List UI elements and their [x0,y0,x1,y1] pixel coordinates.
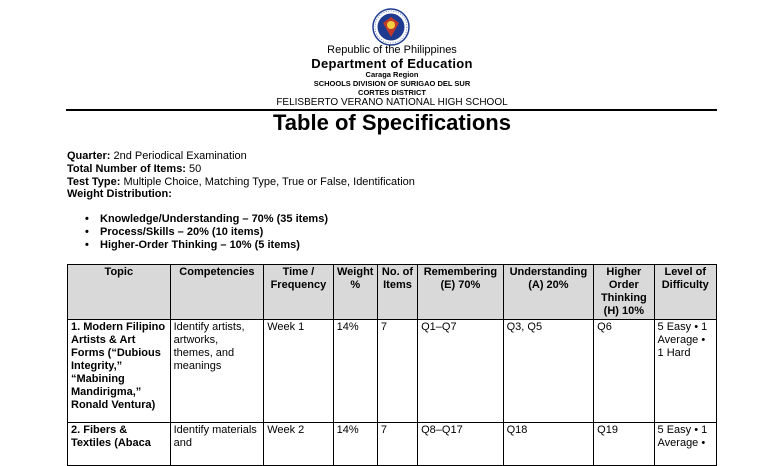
test-type-line [67,176,415,188]
difficulty-cell: 5 Easy • 1 Average • [654,423,716,466]
bullet-icon: • [85,213,89,225]
test-type-value: Multiple Choice, Matching Type, True or False, Identification [123,176,415,188]
bullet-icon: • [85,239,89,251]
quarter-line [67,150,247,162]
hots-cell: Q6 [594,320,654,423]
weight-item-text: Knowledge/Understanding – 70% (35 items) [100,213,328,225]
weight-item-text: Higher-Order Thinking – 10% (5 items) [100,239,300,251]
items-line [67,163,201,175]
column-header: Remembering (E) 70% [418,265,504,320]
weight-line [67,188,172,200]
deped-seal-icon [372,8,410,46]
quarter-value: 2nd Periodical Examination [113,150,247,162]
column-header: Level of Difficulty [654,265,716,320]
column-header: Higher Order Thinking (H) 10% [594,265,654,320]
district-heading: CORTES DISTRICT [358,88,426,97]
understanding-cell: Q18 [503,423,594,466]
weight-cell: 14% [333,423,377,466]
topic-cell: 2. Fibers & Textiles (Abaca [68,423,171,466]
table-header-row [68,265,717,320]
weight-item-text: Process/Skills – 20% (10 items) [100,226,264,238]
division-heading: SCHOOLS DIVISION OF SURIGAO DEL SUR [313,79,471,88]
items-label: Total Number of Items: [67,163,186,175]
column-header: Understanding (A) 20% [503,265,594,320]
column-header: Weight % [333,265,377,320]
weight-cell: 14% [333,320,377,423]
weight-item [85,213,328,225]
time-cell: Week 2 [264,423,333,466]
school-heading: FELISBERTO VERANO NATIONAL HIGH SCHOOL [276,97,508,108]
items-cell: 7 [377,423,417,466]
department-heading: Department of Education [311,56,473,71]
weight-label: Weight Distribution: [67,188,172,200]
hots-cell: Q19 [594,423,654,466]
competency-cell: Identify artists, artworks, themes, and meanings [170,320,264,423]
items-value: 50 [189,163,202,175]
test-type-label: Test Type: [67,176,121,188]
items-cell: 7 [377,320,417,423]
weight-item [85,226,263,238]
region-heading: Caraga Region [365,70,419,79]
page-title: Table of Specifications [273,110,511,135]
bullet-icon: • [85,226,89,238]
column-header: Competencies [170,265,264,320]
remembering-cell: Q8–Q17 [418,423,504,466]
republic-heading: Republic of the Philippines [327,44,457,56]
table-row [68,320,717,423]
specifications-table [67,264,717,466]
column-header: Topic [68,265,171,320]
weight-item [85,239,300,251]
table-row [68,423,717,466]
column-header: Time / Frequency [264,265,333,320]
remembering-cell: Q1–Q7 [418,320,504,423]
quarter-label: Quarter: [67,150,111,162]
topic-cell: 1. Modern Filipino Artists & Art Forms (“Dubious Integrity,” “Mabining Mandirigma,” Ronald Ventura) [68,320,171,423]
time-cell: Week 1 [264,320,333,423]
understanding-cell: Q3, Q5 [503,320,594,423]
column-header: No. of Items [377,265,417,320]
competency-cell: Identify materials and [170,423,264,466]
difficulty-cell: 5 Easy • 1 Average • 1 Hard [654,320,716,423]
